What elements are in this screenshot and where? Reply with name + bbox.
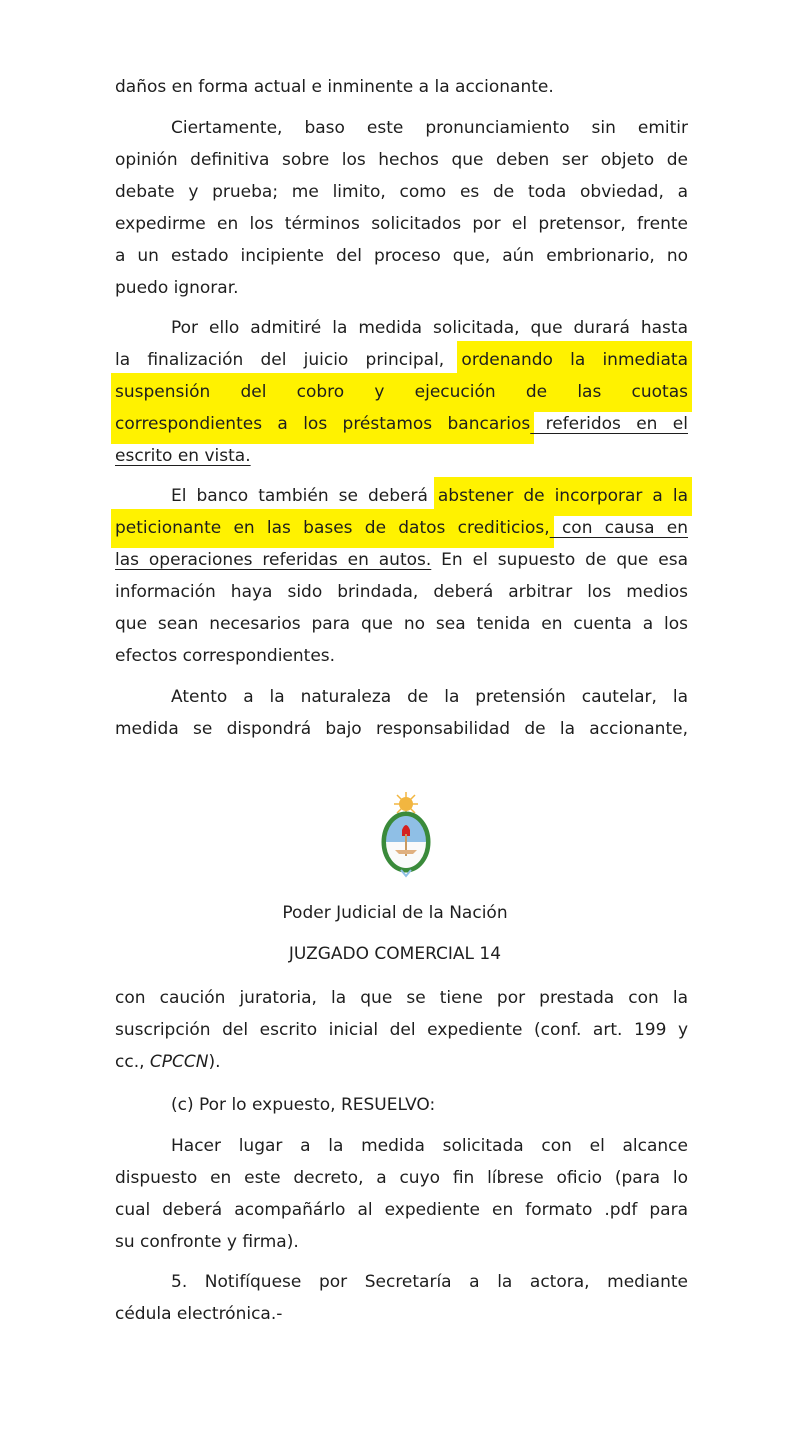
underlined-text: referidos en el xyxy=(530,414,688,434)
text-line xyxy=(171,1093,688,1117)
text-segment: opinión definitiva sobre los hechos que deben ser objeto de xyxy=(115,150,688,170)
text-line xyxy=(115,1018,688,1042)
highlighted-text: abstener de incorporar a la xyxy=(438,481,688,512)
text-line xyxy=(115,180,688,204)
text-line xyxy=(115,444,688,468)
text-line xyxy=(115,212,688,236)
text-line xyxy=(115,580,688,604)
text-line xyxy=(115,986,688,1010)
text-segment: CPCCN xyxy=(149,1052,209,1072)
text-line xyxy=(171,316,688,340)
text-line xyxy=(115,516,688,540)
highlighted-text: suspensión del cobro y ejecución de las cuotas xyxy=(115,377,688,408)
text-line xyxy=(115,276,688,300)
text-line xyxy=(171,1270,688,1294)
underlined-text: las operaciones referidas en autos. xyxy=(115,550,432,570)
text-segment: cédula electrónica.- xyxy=(115,1304,283,1324)
text-segment: cc., xyxy=(115,1052,150,1072)
text-line xyxy=(171,685,688,709)
text-segment: su confronte y firma). xyxy=(115,1232,299,1252)
text-segment: que sean necesarios para que no sea tenida en cuenta a los xyxy=(115,614,688,634)
text-segment: información haya sido brindada, deberá arbitrar los medios xyxy=(115,582,688,602)
text-line xyxy=(115,380,688,404)
text-segment: Atento a la naturaleza de la pretensión cautelar, la xyxy=(171,687,688,707)
text-line xyxy=(171,484,688,508)
text-segment: medida se dispondrá bajo responsabilidad de la accionante, xyxy=(115,719,688,739)
text-segment: (c) Por lo expuesto, RESUELVO: xyxy=(171,1095,436,1115)
text-line xyxy=(115,612,688,636)
text-line xyxy=(115,644,688,668)
text-line xyxy=(115,412,688,436)
text-segment: suscripción del escrito inicial del expediente (conf. art. 199 y xyxy=(115,1020,688,1040)
text-segment: Ciertamente, baso este pronunciamiento sin emitir xyxy=(171,118,688,138)
text-segment: dispuesto en este decreto, a cuyo fin líbrese oficio (para lo xyxy=(115,1168,688,1188)
court-heading: JUZGADO COMERCIAL 14 xyxy=(288,944,502,964)
text-line xyxy=(115,1230,688,1254)
coat-of-arms-icon xyxy=(375,790,437,878)
highlighted-text: peticionante en las bases de datos crediticios, xyxy=(115,513,550,544)
highlighted-text: correspondientes a los préstamos bancarios xyxy=(115,409,530,440)
highlighted-text: ordenando la inmediata xyxy=(461,345,688,376)
text-segment: El banco también se deberá xyxy=(171,486,438,506)
text-segment: expedirme en los términos solicitados por el pretensor, frente xyxy=(115,214,688,234)
text-segment: 5. Notifíquese por Secretaría a la actora, mediante xyxy=(171,1272,688,1292)
text-segment: cual deberá acompañárlo al expediente en formato .pdf para xyxy=(115,1200,688,1220)
text-line xyxy=(115,148,688,172)
text-line xyxy=(171,1134,688,1158)
text-segment: ). xyxy=(208,1052,221,1072)
text-segment: Por ello admitiré la medida solicitada, que durará hasta xyxy=(171,318,688,338)
text-segment: a un estado incipiente del proceso que, aún embrionario, no xyxy=(115,246,688,266)
text-segment: En el supuesto de que esa xyxy=(431,550,688,570)
text-segment: Hacer lugar a la medida solicitada con el alcance xyxy=(171,1136,688,1156)
text-segment: daños en forma actual e inminente a la accionante. xyxy=(115,77,554,97)
text-line xyxy=(171,116,688,140)
text-line xyxy=(115,1050,688,1074)
text-line xyxy=(115,75,688,99)
institution-heading: Poder Judicial de la Nación xyxy=(282,903,508,923)
text-line xyxy=(115,548,688,572)
text-line xyxy=(115,1166,688,1190)
text-segment: con caución juratoria, la que se tiene por prestada con la xyxy=(115,988,688,1008)
underlined-text: con causa en xyxy=(549,518,688,538)
text-line xyxy=(115,348,688,372)
text-segment: debate y prueba; me limito, como es de toda obviedad, a xyxy=(115,182,688,202)
text-segment: puedo ignorar. xyxy=(115,278,239,298)
text-segment: la finalización del juicio principal, xyxy=(115,350,462,370)
text-segment: efectos correspondientes. xyxy=(115,646,336,666)
text-line xyxy=(115,1302,688,1326)
text-line xyxy=(115,1198,688,1222)
text-line xyxy=(115,244,688,268)
underlined-text: escrito en vista. xyxy=(115,446,251,466)
text-line xyxy=(115,717,688,741)
